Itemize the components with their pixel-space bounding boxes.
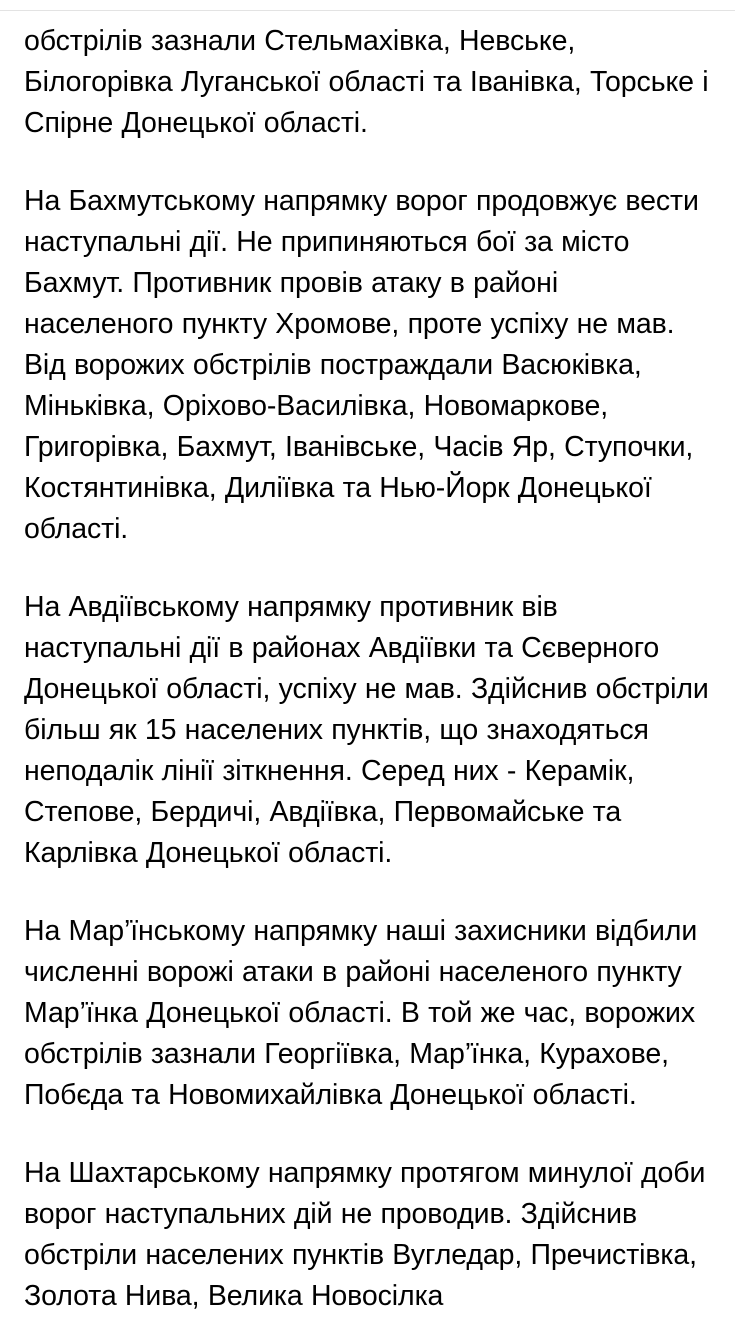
paragraph: На Бахмутському напрямку ворог продовжує вести наступальні дії. Не припиняються бої за місто Бахмут. Противник провів атаку в районі населеного пункту Хромове, проте успіху не мав. Від ворожих обстрілів постраждали Васюківка, Міньківка, Оріхово-Василівка, Новомаркове, Григорівка, Бахмут, Іванівське, Часів Яр, Ступочки, Костянтинівка, Дилiївка та Нью-Йорк Донецької області. [24,185,699,545]
article-body [0,11,735,1317]
paragraph: На Мар’їнському напрямку наші захисники відбили численні ворожі атаки в районі населеного пункту Мар’їнка Донецької області. В той же час, ворожих обстрілів зазнали Георгіївка, Мар’їнка, Курахове, Побєда та Новомихайлівка Донецької області. [24,915,698,1111]
page-top-divider [0,0,735,11]
paragraph: обстрілів зазнали Стельмахівка, Невське, Білогорівка Луганської області та Іванівка, Торське і Спірне Донецької області. [24,25,709,139]
paragraph: На Авдіївському напрямку противник вів наступальні дії в районах Авдіївки та Сєверного Донецької області, успіху не мав. Здійснив обстріли більш як 15 населених пунктів, що знаходяться неподалік лінії зіткнення. Серед них - Керамік, Степове, Бердичі, Авдіївка, Первомайське та Карлівка Донецької області. [24,591,709,869]
paragraph: На Шахтарському напрямку протягом минулої доби ворог наступальних дій не проводив. Здійснив обстріли населених пунктів Вугледар, Пречистівка, Золота Нива, Велика Новосілка [24,1157,706,1312]
